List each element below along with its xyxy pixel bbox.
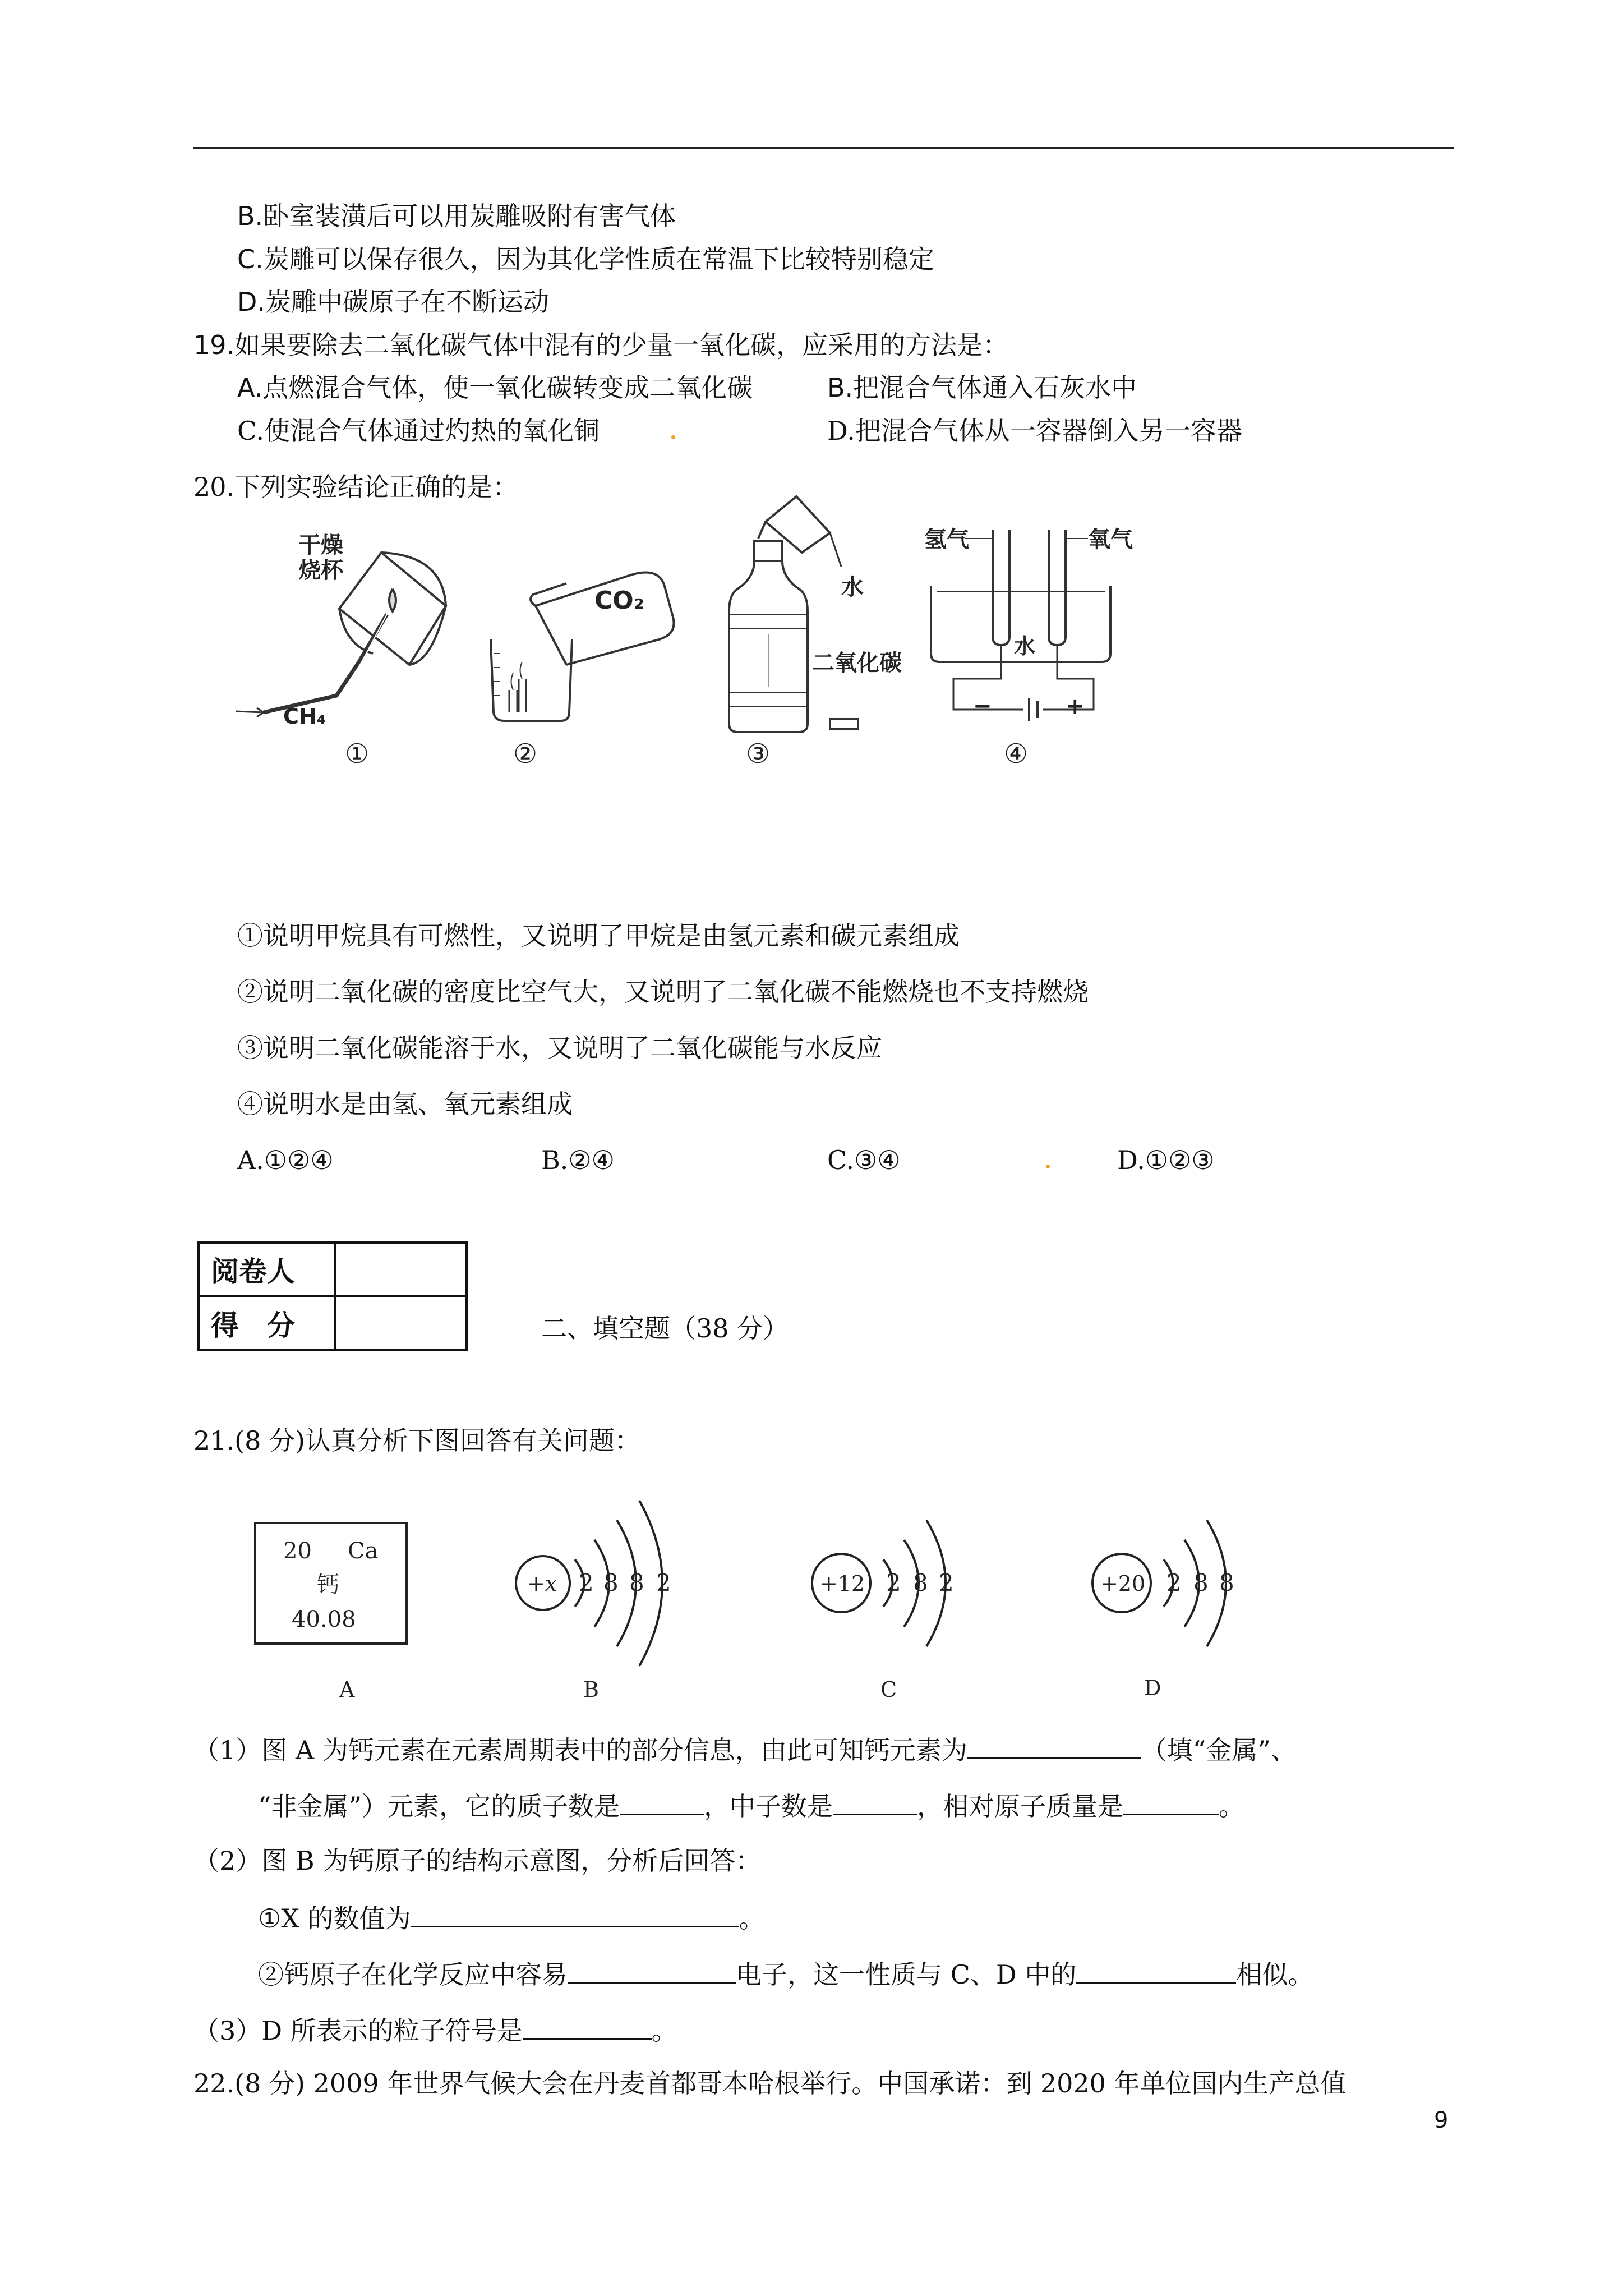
- q20-option-a: A.①②④: [237, 1145, 334, 1175]
- q21-part2-1-text-b: 。: [739, 1903, 765, 1934]
- figure-b-label: B: [583, 1677, 599, 1702]
- figure-a-label: A: [339, 1677, 355, 1702]
- q21-part2: （2）图 B 为钙原子的结构示意图，分析后回答：: [193, 1846, 762, 1876]
- atom-d-nucleus: +20: [1100, 1571, 1146, 1596]
- figure-1-number: ①: [345, 738, 370, 770]
- q21-stem: 21.(8 分)认真分析下图回答有关问题：: [193, 1425, 640, 1456]
- q22-stem: 22.(8 分) 2009 年世界气候大会在丹麦首都哥本哈根举行。中国承诺：到 2020 年单位国内生产总值: [193, 2068, 1347, 2099]
- q21-part1-text-b: （填“金属”、: [1141, 1735, 1297, 1765]
- atom-d-shell-3: 8: [1219, 1569, 1234, 1596]
- figure-2-number: ②: [513, 738, 538, 770]
- atom-b-nucleus: +x: [527, 1571, 557, 1596]
- figure-1-label-dry: 干燥: [298, 532, 343, 558]
- q21-part2-2-text-c: 相似。: [1236, 1959, 1314, 1990]
- blank-atomic-mass[interactable]: [1123, 1788, 1219, 1815]
- figure-c-label: C: [880, 1677, 897, 1702]
- blank-similar-particle[interactable]: [1076, 1956, 1236, 1984]
- blank-metal-type[interactable]: [967, 1732, 1141, 1759]
- q20-statement-2: ②说明二氧化碳的密度比空气大，又说明了二氧化碳不能燃烧也不支持燃烧: [237, 977, 1089, 1007]
- q18-option-d: D.炭雕中碳原子在不断运动: [237, 287, 550, 317]
- q21-part2-1: [258, 1900, 765, 1935]
- blank-particle-symbol[interactable]: [523, 2012, 652, 2040]
- q21-part3-text-b: 。: [651, 2016, 677, 2046]
- figure-3-number: ③: [746, 738, 771, 770]
- atom-d-shell-1: 2: [1166, 1569, 1182, 1596]
- atom-c-shell-3: 2: [939, 1569, 954, 1596]
- q21-part1-line1: [193, 1732, 1297, 1767]
- q20-option-b: B.②④: [541, 1145, 615, 1175]
- q19-option-c: C.使混合气体通过灼热的氧化铜: [237, 416, 600, 446]
- element-name: 钙: [317, 1572, 339, 1598]
- q20-option-c: C.③④: [827, 1145, 901, 1175]
- q19-stem: 19.如果要除去二氧化碳气体中混有的少量一氧化碳，应采用的方法是：: [193, 330, 1009, 360]
- blank-x-value[interactable]: [411, 1900, 739, 1927]
- figure-3-water-label: 水: [841, 574, 864, 600]
- q21-part1-text-d: ，中子数是: [704, 1791, 833, 1821]
- q18-option-b: B.卧室装潢后可以用炭雕吸附有害气体: [237, 201, 676, 231]
- q19-option-a: A.点燃混合气体，使一氧化碳转变成二氧化碳: [237, 372, 753, 403]
- blank-neutron-number[interactable]: [833, 1788, 917, 1815]
- atom-d-shell-2: 8: [1193, 1569, 1209, 1596]
- page-number: 9: [1434, 2108, 1449, 2133]
- q21-part1-line2: [258, 1788, 1244, 1823]
- element-number: 20: [283, 1538, 312, 1564]
- q21-atom-figures: [0, 1458, 1623, 1717]
- section-title: 二、填空题（38 分）: [541, 1313, 789, 1343]
- q20-statement-3: ③说明二氧化碳能溶于水，又说明了二氧化碳能与水反应: [237, 1033, 882, 1063]
- figure-4-number: ④: [1004, 738, 1029, 770]
- q20-experiment-figures: [0, 0, 1623, 785]
- q21-part1-text-c: “非金属”）元素，它的质子数是: [258, 1791, 620, 1821]
- atom-c-shell-2: 8: [913, 1569, 928, 1596]
- figure-4-water-label: 水: [1014, 634, 1036, 659]
- blank-proton-number[interactable]: [620, 1788, 704, 1815]
- figure-3-co2-label: 二氧化碳: [812, 650, 902, 676]
- stray-dot: [1046, 1165, 1050, 1168]
- figure-4-h2-label: 氢气: [924, 527, 969, 553]
- q21-part1-text-f: 。: [1219, 1791, 1245, 1821]
- figure-2-co2-pouring: [491, 573, 674, 721]
- figure-3-bottle: [729, 496, 858, 732]
- figure-4-plus-label: +: [1066, 693, 1085, 719]
- q21-part2-2: [258, 1956, 1313, 1991]
- blank-gain-lose[interactable]: [568, 1956, 736, 1984]
- q19-option-b: B.把混合气体通入石灰水中: [827, 372, 1137, 403]
- atom-c-shell-1: 2: [886, 1569, 901, 1596]
- atom-b-shell-1: 2: [579, 1569, 594, 1596]
- grading-reviewer-cell: [335, 1243, 467, 1296]
- q20-statement-1: ①说明甲烷具有可燃性，又说明了甲烷是由氢元素和碳元素组成: [237, 921, 960, 951]
- q19-option-d: D.把混合气体从一容器倒入另一容器: [827, 416, 1242, 446]
- grading-reviewer-label: 阅卷人: [199, 1243, 335, 1296]
- element-mass: 40.08: [292, 1607, 356, 1632]
- element-symbol: Ca: [348, 1538, 379, 1564]
- grading-score-label: 得 分: [199, 1296, 335, 1350]
- atom-c-nucleus: +12: [820, 1571, 865, 1596]
- q20-stem: 20.下列实验结论正确的是：: [193, 472, 519, 502]
- atom-b-shell-2: 8: [603, 1569, 619, 1596]
- grading-table: [197, 1241, 468, 1351]
- atom-b-shell-4: 2: [656, 1569, 671, 1596]
- atom-b-shell-3: 8: [629, 1569, 644, 1596]
- q20-statement-4: ④说明水是由氢、氧元素组成: [237, 1089, 573, 1119]
- figure-4-minus-label: −: [973, 693, 992, 719]
- q20-option-d: D.①②③: [1117, 1145, 1215, 1175]
- q21-part1-text-a: （1）图 A 为钙元素在元素周期表中的部分信息，由此可知钙元素为: [193, 1735, 967, 1765]
- figure-1-gas-label: CH₄: [283, 704, 326, 729]
- q21-part1-text-e: ，相对原子质量是: [917, 1791, 1124, 1821]
- q21-part2-2-text-a: ②钙原子在化学反应中容易: [258, 1959, 568, 1990]
- q21-part3-text-a: （3）D 所表示的粒子符号是: [193, 2016, 523, 2046]
- figure-d-label: D: [1144, 1676, 1161, 1700]
- q21-part2-1-text-a: ①X 的数值为: [258, 1903, 411, 1934]
- figure-4-electrolysis: [931, 530, 1110, 721]
- figure-1-label-beaker: 烧杯: [298, 558, 343, 583]
- figure-4-o2-label: 氧气: [1088, 527, 1133, 553]
- q21-part3: [193, 2012, 677, 2047]
- figure-2-gas-label: CO₂: [594, 586, 644, 615]
- q18-option-c: C.炭雕可以保存很久，因为其化学性质在常温下比较特别稳定: [237, 244, 934, 274]
- grading-score-cell: [335, 1296, 467, 1350]
- q21-part2-2-text-b: 电子，这一性质与 C、D 中的: [736, 1959, 1077, 1990]
